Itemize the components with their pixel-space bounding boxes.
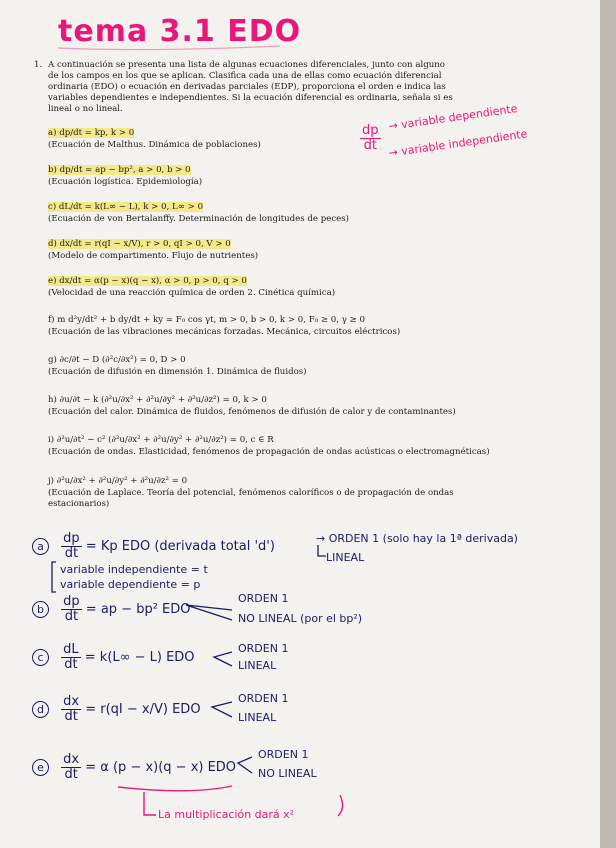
- answer-d-linearity: LINEAL: [238, 711, 277, 724]
- equation-b: b) dp/dt = ap − bp², a > 0, b > 0: [48, 165, 191, 175]
- equation-g: g) ∂c/∂t − D (∂²c/∂x²) = 0, D > 0: [48, 355, 186, 365]
- margin-note-independent: → variable independiente: [387, 127, 529, 160]
- description-f: (Ecuación de las vibraciones mecánicas forzadas. Mecánica, circuitos eléctricos): [48, 327, 401, 337]
- answer-a-equation: = Kp EDO (derivada total 'd'): [85, 539, 275, 554]
- page-edge: [600, 0, 616, 848]
- answer-b-marker: b: [32, 601, 49, 618]
- description-j: (Ecuación de Laplace. Teoría del potencial, fenómenos caloríficos o de propagación de ondas estacionarios): [48, 488, 454, 509]
- answer-a-order: → ORDEN 1 (solo hay la 1ª derivada): [316, 532, 518, 545]
- answer-a-independent-var: variable independiente = t: [60, 563, 208, 576]
- answer-e-equation: = α (p − x)(q − x) EDO: [85, 760, 237, 775]
- description-i: (Ecuación de ondas. Elasticidad, fenómenos de propagación de ondas acústicas o electromagnéticas): [48, 447, 490, 457]
- answer-a-denominator: dt: [64, 546, 79, 561]
- answer-e-numerator: dx: [63, 752, 80, 767]
- margin-note-dependent: → variable dependiente: [387, 102, 519, 133]
- equation-c: c) dL/dt = k(L∞ − L), k > 0, L∞ > 0: [48, 202, 204, 212]
- description-a: (Ecuación de Malthus. Dinámica de poblaciones): [48, 140, 261, 150]
- answer-c-marker: c: [32, 649, 49, 666]
- answer-d-equation: = r(qI − x/V) EDO: [85, 702, 201, 717]
- answer-d-marker: d: [32, 701, 49, 718]
- page-title: tema 3.1 EDO: [58, 14, 302, 49]
- answer-d-numerator: dx: [63, 694, 80, 709]
- answer-e-note: La multiplicación dará x²: [158, 808, 295, 821]
- answer-a-marker: a: [32, 538, 49, 555]
- description-e: (Velocidad de una reacción química de orden 2. Cinética química): [48, 288, 336, 298]
- answer-b-order: ORDEN 1: [238, 592, 289, 605]
- equation-e: e) dx/dt = α(p − x)(q − x), α > 0, p > 0, q > 0: [48, 276, 247, 286]
- description-h: (Ecuación del calor. Dinámica de fluidos, fenómenos de difusión de calor y de contaminantes): [48, 407, 456, 417]
- answer-a-dependent-var: variable dependiente = p: [60, 578, 201, 591]
- answer-e-denominator: dt: [64, 767, 78, 782]
- equation-a: a) dp/dt = kp, k > 0: [48, 128, 135, 138]
- answer-b-equation: = ap − bp² EDO: [85, 602, 191, 617]
- exercise-number: 1.: [34, 60, 43, 70]
- equation-h: h) ∂u/∂t − k (∂²u/∂x² + ∂²u/∂y² + ∂²u/∂z²) = 0, k > 0: [48, 395, 267, 405]
- equation-d: d) dx/dt = r(qI − x/V), r > 0, qI > 0, V > 0: [48, 239, 231, 249]
- answer-c-equation: = k(L∞ − L) EDO: [84, 650, 195, 665]
- description-d: (Modelo de compartimento. Flujo de nutrientes): [48, 251, 259, 261]
- answer-d-order: ORDEN 1: [238, 692, 289, 705]
- answer-c-numerator: dL: [63, 642, 79, 657]
- answer-c-order: ORDEN 1: [238, 642, 289, 655]
- description-c: (Ecuación de von Bertalanffy. Determinación de longitudes de peces): [48, 214, 349, 224]
- margin-note-numerator: dp: [362, 123, 379, 138]
- answer-e-order: ORDEN 1: [258, 748, 309, 761]
- answer-e-linearity: NO LINEAL: [258, 767, 317, 780]
- answer-e-marker: e: [32, 759, 49, 776]
- answer-b-numerator: dp: [63, 594, 80, 609]
- margin-note-denominator: dt: [363, 138, 377, 153]
- answer-b-linearity: NO LINEAL (por el bp²): [238, 612, 363, 625]
- equation-j: j) ∂²u/∂x² + ∂²u/∂y² + ∂²u/∂z² = 0: [48, 476, 188, 486]
- answer-d-denominator: dt: [64, 709, 78, 724]
- description-b: (Ecuación logística. Epidemiología): [48, 177, 203, 187]
- equation-f: f) m d²y/dt² + b dy/dt + ky = F₀ cos γt, m > 0, b > 0, k > 0, F₀ ≥ 0, γ ≥ 0: [48, 315, 365, 325]
- exercise-text: A continuación se presenta una lista de algunas ecuaciones diferenciales, junto con alguno de los campos en los que se aplican. Clasifica cada una de ellas como ecuación diferencial ordinaria (EDO) o ecuación en derivadas parciales (EDP), proporciona el orden e indica las variables dependientes e independientes. Si la ecuación diferencial es ordinaria, señala si es lineal o no lineal.: [48, 60, 453, 114]
- answer-c-denominator: dt: [64, 657, 78, 672]
- answer-c-linearity: LINEAL: [238, 659, 277, 672]
- description-g: (Ecuación de difusión en dimensión 1. Dinámica de fluidos): [48, 367, 307, 377]
- answer-b-denominator: dt: [64, 609, 79, 624]
- equation-i: i) ∂²u/∂t² − c² (∂²u/∂x² + ∂²u/∂y² + ∂²u/∂z²) = 0, c ∈ R: [48, 435, 274, 445]
- answer-a-linearity: LINEAL: [326, 551, 365, 564]
- answer-a-numerator: dp: [63, 531, 80, 546]
